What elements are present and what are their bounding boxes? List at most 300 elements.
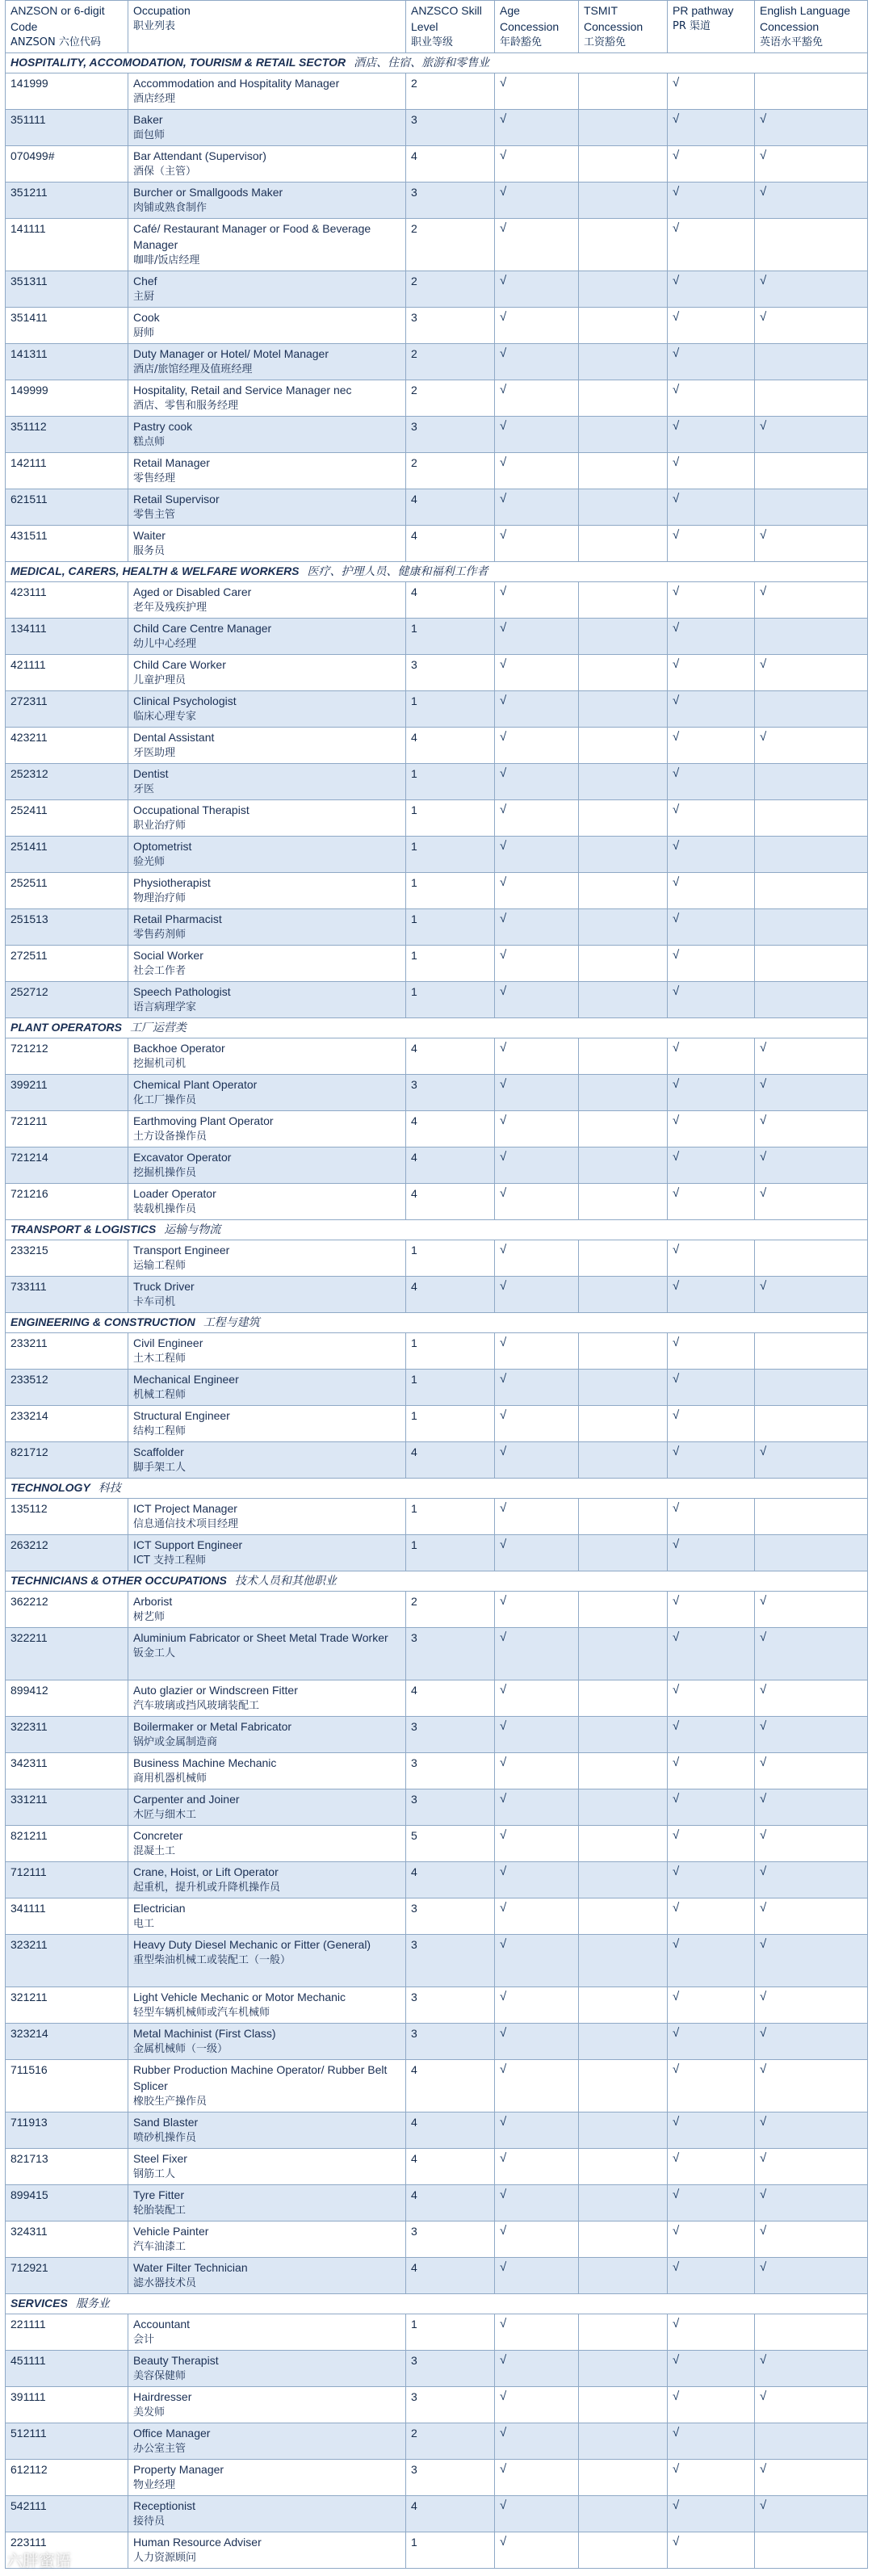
age-concession-check: √ bbox=[495, 1789, 579, 1826]
occupation-name-zh: 肉铺或熟食制作 bbox=[133, 202, 208, 214]
occupation-code: 711516 bbox=[6, 2060, 128, 2112]
skill-level: 4 bbox=[406, 526, 495, 562]
age-concession-check: √ bbox=[495, 619, 579, 655]
occupation-name-zh: 喷砂机操作员 bbox=[133, 2132, 197, 2144]
occupation-code: 272511 bbox=[6, 946, 128, 982]
pr-pathway-check: √ bbox=[668, 873, 755, 909]
occupation-name bbox=[128, 110, 406, 146]
occupation-code: 821713 bbox=[6, 2149, 128, 2185]
skill-level: 4 bbox=[406, 489, 495, 526]
tsmit-concession-check bbox=[579, 2460, 668, 2496]
occupation-code: 141311 bbox=[6, 344, 128, 380]
table-row bbox=[6, 1717, 868, 1753]
table-row bbox=[6, 271, 868, 308]
section-title bbox=[6, 1313, 868, 1333]
section-title-zh: 酒店、住宿、旅游和零售业 bbox=[354, 57, 490, 69]
occupation-name bbox=[128, 2496, 406, 2532]
table-row bbox=[6, 1826, 868, 1862]
tsmit-concession-check bbox=[579, 1111, 668, 1147]
occupation-name-en: ICT Project Manager bbox=[133, 1502, 237, 1515]
occupation-name-zh: 挖掘机司机 bbox=[133, 1058, 187, 1070]
table-row bbox=[6, 1277, 868, 1313]
pr-pathway-check: √ bbox=[668, 1898, 755, 1935]
occupation-code: 321211 bbox=[6, 1987, 128, 2024]
pr-pathway-check: √ bbox=[668, 582, 755, 619]
table-row bbox=[6, 909, 868, 946]
english-concession-check bbox=[755, 1333, 868, 1370]
age-concession-check: √ bbox=[495, 837, 579, 873]
occupation-code: 342311 bbox=[6, 1753, 128, 1789]
tsmit-concession-check bbox=[579, 2387, 668, 2423]
table-row bbox=[6, 2185, 868, 2221]
skill-level: 4 bbox=[406, 1442, 495, 1479]
occupation-name-en: Rubber Production Machine Operator/ Rubber Belt Splicer bbox=[133, 2063, 388, 2092]
occupation-code: 711913 bbox=[6, 2112, 128, 2149]
skill-level: 4 bbox=[406, 1680, 495, 1717]
english-concession-check: √ bbox=[755, 1592, 868, 1628]
occupation-name bbox=[128, 1406, 406, 1442]
section-title bbox=[6, 1571, 868, 1592]
occupation-name bbox=[128, 183, 406, 219]
section-header-row bbox=[6, 562, 868, 582]
age-concession-check: √ bbox=[495, 1499, 579, 1535]
pr-pathway-check: √ bbox=[668, 1987, 755, 2024]
occupation-code: 351112 bbox=[6, 417, 128, 453]
occupation-name bbox=[128, 1680, 406, 1717]
occupation-name-zh: 土方设备操作员 bbox=[133, 1131, 208, 1143]
occupation-name bbox=[128, 1147, 406, 1184]
occupation-name-zh: 主厨 bbox=[133, 291, 155, 303]
tsmit-concession-check bbox=[579, 619, 668, 655]
pr-pathway-check: √ bbox=[668, 2460, 755, 2496]
occupation-name bbox=[128, 380, 406, 417]
skill-level: 3 bbox=[406, 1987, 495, 2024]
pr-pathway-check: √ bbox=[668, 1111, 755, 1147]
occupation-name-en: Scaffolder bbox=[133, 1445, 184, 1458]
tsmit-concession-check bbox=[579, 2314, 668, 2351]
occupation-name bbox=[128, 417, 406, 453]
english-concession-check: √ bbox=[755, 2496, 868, 2532]
occupation-name-en: Auto glazier or Windscreen Fitter bbox=[133, 1684, 298, 1697]
tsmit-concession-check bbox=[579, 946, 668, 982]
english-concession-check bbox=[755, 800, 868, 837]
skill-level: 1 bbox=[406, 1370, 495, 1406]
tsmit-concession-check bbox=[579, 1075, 668, 1111]
occupation-name bbox=[128, 146, 406, 183]
skill-level: 2 bbox=[406, 73, 495, 110]
age-concession-check: √ bbox=[495, 764, 579, 800]
occupation-name-zh: 职业治疗师 bbox=[133, 820, 187, 832]
tsmit-concession-check bbox=[579, 1277, 668, 1313]
table-row bbox=[6, 2532, 868, 2569]
age-concession-check: √ bbox=[495, 1753, 579, 1789]
english-concession-check bbox=[755, 873, 868, 909]
pr-pathway-check: √ bbox=[668, 2351, 755, 2387]
age-concession-check: √ bbox=[495, 2460, 579, 2496]
english-concession-check: √ bbox=[755, 271, 868, 308]
section-header-row bbox=[6, 2294, 868, 2314]
occupation-code: 431511 bbox=[6, 526, 128, 562]
pr-pathway-check: √ bbox=[668, 2387, 755, 2423]
english-concession-check: √ bbox=[755, 1826, 868, 1862]
occupation-name-en: Electrician bbox=[133, 1902, 186, 1915]
age-concession-check: √ bbox=[495, 1898, 579, 1935]
skill-level: 2 bbox=[406, 380, 495, 417]
skill-level: 1 bbox=[406, 982, 495, 1018]
occupation-name-zh: 物业经理 bbox=[133, 2479, 176, 2491]
table-row bbox=[6, 417, 868, 453]
skill-level: 5 bbox=[406, 1826, 495, 1862]
occupation-name-zh: 语言病理学家 bbox=[133, 1001, 197, 1013]
occupation-name-zh: 树艺师 bbox=[133, 1611, 166, 1623]
occupation-code: 141999 bbox=[6, 73, 128, 110]
occupation-name-zh: 信息通信技术项目经理 bbox=[133, 1518, 239, 1530]
occupation-code: 251513 bbox=[6, 909, 128, 946]
pr-pathway-check: √ bbox=[668, 1535, 755, 1571]
occupation-name bbox=[128, 1333, 406, 1370]
english-concession-check: √ bbox=[755, 183, 868, 219]
skill-level: 2 bbox=[406, 271, 495, 308]
occupation-name-en: Beauty Therapist bbox=[133, 2354, 219, 2367]
occupation-name bbox=[128, 909, 406, 946]
skill-level: 4 bbox=[406, 1277, 495, 1313]
tsmit-concession-check bbox=[579, 2149, 668, 2185]
occupation-name-en: Waiter bbox=[133, 529, 166, 542]
age-concession-check: √ bbox=[495, 2112, 579, 2149]
pr-pathway-check: √ bbox=[668, 1406, 755, 1442]
table-row bbox=[6, 2258, 868, 2294]
skill-level: 3 bbox=[406, 2024, 495, 2060]
occupation-name bbox=[128, 946, 406, 982]
age-concession-check: √ bbox=[495, 1935, 579, 1987]
age-concession-check: √ bbox=[495, 1826, 579, 1862]
english-concession-check: √ bbox=[755, 2258, 868, 2294]
section-title-zh: 服务业 bbox=[75, 2297, 110, 2310]
occupation-code: 324311 bbox=[6, 2221, 128, 2258]
english-concession-check bbox=[755, 380, 868, 417]
occupation-code: 733111 bbox=[6, 1277, 128, 1313]
occupation-name bbox=[128, 1370, 406, 1406]
pr-pathway-check: √ bbox=[668, 2496, 755, 2532]
occupation-name bbox=[128, 2387, 406, 2423]
occupation-name-en: Burcher or Smallgoods Maker bbox=[133, 186, 283, 199]
english-concession-check: √ bbox=[755, 2460, 868, 2496]
occupation-code: 351211 bbox=[6, 183, 128, 219]
occupation-name-en: Accommodation and Hospitality Manager bbox=[133, 77, 340, 90]
tsmit-concession-check bbox=[579, 1862, 668, 1898]
occupation-name bbox=[128, 1592, 406, 1628]
table-row bbox=[6, 619, 868, 655]
table-row bbox=[6, 219, 868, 271]
english-concession-check bbox=[755, 489, 868, 526]
section-title-en: ENGINEERING & CONSTRUCTION bbox=[10, 1315, 195, 1328]
occupation-name bbox=[128, 873, 406, 909]
pr-pathway-check: √ bbox=[668, 308, 755, 344]
age-concession-check: √ bbox=[495, 1333, 579, 1370]
occupation-name-en: Baker bbox=[133, 113, 163, 126]
occupation-name-en: Optometrist bbox=[133, 840, 192, 853]
occupation-name bbox=[128, 1898, 406, 1935]
pr-pathway-check: √ bbox=[668, 800, 755, 837]
occupation-name-zh: 糕点师 bbox=[133, 436, 166, 448]
pr-pathway-check: √ bbox=[668, 2060, 755, 2112]
occupation-name-en: Civil Engineer bbox=[133, 1336, 203, 1349]
skill-level: 3 bbox=[406, 2387, 495, 2423]
section-header-row bbox=[6, 1571, 868, 1592]
table-row bbox=[6, 582, 868, 619]
pr-pathway-check: √ bbox=[668, 1789, 755, 1826]
occupation-name bbox=[128, 308, 406, 344]
table-row bbox=[6, 526, 868, 562]
occupation-name bbox=[128, 2060, 406, 2112]
table-row bbox=[6, 800, 868, 837]
english-concession-check: √ bbox=[755, 2060, 868, 2112]
occupation-name-zh: 运输工程师 bbox=[133, 1260, 187, 1272]
skill-level: 4 bbox=[406, 2112, 495, 2149]
occupation-name-en: Sand Blaster bbox=[133, 2116, 199, 2129]
occupation-name-zh: 美发师 bbox=[133, 2406, 166, 2419]
occupation-name-en: Retail Pharmacist bbox=[133, 913, 222, 925]
age-concession-check: √ bbox=[495, 2024, 579, 2060]
tsmit-concession-check bbox=[579, 982, 668, 1018]
pr-pathway-check: √ bbox=[668, 1499, 755, 1535]
age-concession-check: √ bbox=[495, 417, 579, 453]
occupation-code: 721212 bbox=[6, 1038, 128, 1075]
occupation-table-container bbox=[5, 0, 867, 2569]
skill-level: 2 bbox=[406, 2423, 495, 2460]
skill-level: 4 bbox=[406, 1184, 495, 1220]
tsmit-concession-check bbox=[579, 417, 668, 453]
occupation-name-en: Carpenter and Joiner bbox=[133, 1793, 240, 1806]
occupation-code: 331211 bbox=[6, 1789, 128, 1826]
occupation-name-en: Café/ Restaurant Manager or Food & Beverage Manager bbox=[133, 222, 371, 251]
section-title-en: PLANT OPERATORS bbox=[10, 1021, 122, 1034]
occupation-name bbox=[128, 2221, 406, 2258]
pr-pathway-check: √ bbox=[668, 1038, 755, 1075]
pr-pathway-check: √ bbox=[668, 655, 755, 691]
table-row bbox=[6, 2423, 868, 2460]
occupation-code: 721214 bbox=[6, 1147, 128, 1184]
table-row bbox=[6, 110, 868, 146]
table-row bbox=[6, 1680, 868, 1717]
age-concession-check: √ bbox=[495, 1370, 579, 1406]
section-title-zh: 医疗、护理人员、健康和福利工作者 bbox=[307, 565, 488, 578]
tsmit-concession-check bbox=[579, 1406, 668, 1442]
occupation-name bbox=[128, 526, 406, 562]
occupation-name bbox=[128, 1753, 406, 1789]
skill-level: 1 bbox=[406, 946, 495, 982]
occupation-name-en: Heavy Duty Diesel Mechanic or Fitter (General) bbox=[133, 1938, 371, 1951]
occupation-name-zh: 汽车油漆工 bbox=[133, 2241, 187, 2253]
occupation-name-en: Mechanical Engineer bbox=[133, 1373, 239, 1386]
occupation-code: 223111 bbox=[6, 2532, 128, 2569]
section-title-zh: 技术人员和其他职业 bbox=[234, 1575, 337, 1588]
english-concession-check: √ bbox=[755, 1147, 868, 1184]
skill-level: 4 bbox=[406, 1038, 495, 1075]
skill-level: 4 bbox=[406, 582, 495, 619]
english-concession-check bbox=[755, 453, 868, 489]
occupation-code: 712921 bbox=[6, 2258, 128, 2294]
section-title-zh: 工程与建筑 bbox=[203, 1316, 260, 1329]
skill-level: 2 bbox=[406, 453, 495, 489]
occupation-code: 263212 bbox=[6, 1535, 128, 1571]
table-row bbox=[6, 1535, 868, 1571]
pr-pathway-check: √ bbox=[668, 146, 755, 183]
occupation-name-en: Office Manager bbox=[133, 2427, 211, 2440]
pr-pathway-check: √ bbox=[668, 1826, 755, 1862]
age-concession-check: √ bbox=[495, 1406, 579, 1442]
english-concession-check bbox=[755, 909, 868, 946]
table-row bbox=[6, 2387, 868, 2423]
pr-pathway-check: √ bbox=[668, 1184, 755, 1220]
pr-pathway-check: √ bbox=[668, 1862, 755, 1898]
english-concession-check: √ bbox=[755, 1680, 868, 1717]
occupation-name-en: Concreter bbox=[133, 1829, 183, 1842]
tsmit-concession-check bbox=[579, 1184, 668, 1220]
occupation-name-en: Receptionist bbox=[133, 2499, 196, 2512]
english-concession-check bbox=[755, 2423, 868, 2460]
tsmit-concession-check bbox=[579, 2185, 668, 2221]
age-concession-check: √ bbox=[495, 2185, 579, 2221]
occupation-name-en: Aluminium Fabricator or Sheet Metal Trade Worker bbox=[133, 1631, 388, 1644]
occupation-name-en: Metal Machinist (First Class) bbox=[133, 2027, 276, 2040]
skill-level: 3 bbox=[406, 1717, 495, 1753]
occupation-name-zh: 幼儿中心经理 bbox=[133, 638, 197, 650]
skill-level: 3 bbox=[406, 183, 495, 219]
pr-pathway-check: √ bbox=[668, 691, 755, 728]
tsmit-concession-check bbox=[579, 489, 668, 526]
occupation-code: 233211 bbox=[6, 1333, 128, 1370]
occupation-name-zh: 酒店、零售和服务经理 bbox=[133, 400, 239, 412]
occupation-name bbox=[128, 619, 406, 655]
section-title bbox=[6, 1479, 868, 1499]
occupation-name bbox=[128, 2185, 406, 2221]
occupation-name-en: Steel Fixer bbox=[133, 2152, 187, 2165]
occupation-name-zh: 儿童护理员 bbox=[133, 674, 187, 686]
age-concession-check: √ bbox=[495, 1147, 579, 1184]
english-concession-check: √ bbox=[755, 1277, 868, 1313]
occupation-code: 423211 bbox=[6, 728, 128, 764]
occupation-name bbox=[128, 2314, 406, 2351]
section-title bbox=[6, 1220, 868, 1240]
table-row bbox=[6, 764, 868, 800]
english-concession-check bbox=[755, 619, 868, 655]
occupation-name bbox=[128, 1789, 406, 1826]
occupation-name-zh: 装载机操作员 bbox=[133, 1203, 197, 1215]
occupation-name bbox=[128, 453, 406, 489]
occupation-name bbox=[128, 271, 406, 308]
header-english-concession: English Language Concession 英语水平豁免 bbox=[755, 1, 868, 53]
english-concession-check: √ bbox=[755, 1442, 868, 1479]
skill-level: 3 bbox=[406, 655, 495, 691]
table-row bbox=[6, 1753, 868, 1789]
occupation-name bbox=[128, 1240, 406, 1277]
occupation-name-zh: 土木工程师 bbox=[133, 1353, 187, 1365]
occupation-name bbox=[128, 489, 406, 526]
table-row bbox=[6, 982, 868, 1018]
skill-level: 3 bbox=[406, 1789, 495, 1826]
english-concession-check: √ bbox=[755, 2221, 868, 2258]
pr-pathway-check: √ bbox=[668, 728, 755, 764]
section-title-zh: 运输与物流 bbox=[164, 1223, 221, 1236]
age-concession-check: √ bbox=[495, 2496, 579, 2532]
pr-pathway-check: √ bbox=[668, 219, 755, 271]
skill-level: 1 bbox=[406, 873, 495, 909]
occupation-name-zh: 卡车司机 bbox=[133, 1296, 176, 1308]
tsmit-concession-check bbox=[579, 380, 668, 417]
tsmit-concession-check bbox=[579, 1717, 668, 1753]
skill-level: 3 bbox=[406, 308, 495, 344]
occupation-name-zh: 电工 bbox=[133, 1918, 155, 1930]
pr-pathway-check: √ bbox=[668, 1717, 755, 1753]
occupation-name-zh: 零售经理 bbox=[133, 472, 176, 485]
english-concession-check: √ bbox=[755, 1717, 868, 1753]
skill-level: 4 bbox=[406, 2185, 495, 2221]
table-row bbox=[6, 1370, 868, 1406]
occupation-code: 612112 bbox=[6, 2460, 128, 2496]
table-row bbox=[6, 1935, 868, 1987]
skill-level: 1 bbox=[406, 800, 495, 837]
english-concession-check: √ bbox=[755, 417, 868, 453]
pr-pathway-check: √ bbox=[668, 1333, 755, 1370]
occupation-code: 821211 bbox=[6, 1826, 128, 1862]
occupation-name-zh: 橡胶生产操作员 bbox=[133, 2096, 208, 2108]
occupation-code: 341111 bbox=[6, 1898, 128, 1935]
occupation-name-zh: 办公室主管 bbox=[133, 2443, 187, 2455]
age-concession-check: √ bbox=[495, 453, 579, 489]
english-concession-check bbox=[755, 1499, 868, 1535]
occupation-name-en: Loader Operator bbox=[133, 1187, 216, 1200]
occupation-code: 134111 bbox=[6, 619, 128, 655]
section-title-en: TECHNICIANS & OTHER OCCUPATIONS bbox=[10, 1574, 227, 1587]
occupation-name-zh: 挖掘机操作员 bbox=[133, 1167, 197, 1179]
occupation-code: 323211 bbox=[6, 1935, 128, 1987]
skill-level: 3 bbox=[406, 2221, 495, 2258]
pr-pathway-check: √ bbox=[668, 2221, 755, 2258]
age-concession-check: √ bbox=[495, 655, 579, 691]
occupation-name-zh: 化工厂操作员 bbox=[133, 1094, 197, 1106]
table-row bbox=[6, 1987, 868, 2024]
tsmit-concession-check bbox=[579, 837, 668, 873]
english-concession-check bbox=[755, 837, 868, 873]
age-concession-check: √ bbox=[495, 873, 579, 909]
table-row bbox=[6, 2060, 868, 2112]
pr-pathway-check: √ bbox=[668, 417, 755, 453]
occupation-name-zh: 咖啡/饭店经理 bbox=[133, 254, 200, 266]
english-concession-check bbox=[755, 691, 868, 728]
age-concession-check: √ bbox=[495, 380, 579, 417]
occupation-name-zh: 酒保（主管） bbox=[133, 166, 197, 178]
age-concession-check: √ bbox=[495, 2314, 579, 2351]
occupation-name-zh: 牙医助理 bbox=[133, 747, 176, 759]
skill-level: 4 bbox=[406, 1147, 495, 1184]
age-concession-check: √ bbox=[495, 582, 579, 619]
tsmit-concession-check bbox=[579, 1753, 668, 1789]
skill-level: 1 bbox=[406, 691, 495, 728]
age-concession-check: √ bbox=[495, 1987, 579, 2024]
occupation-name bbox=[128, 2460, 406, 2496]
tsmit-concession-check bbox=[579, 728, 668, 764]
occupation-name-en: Speech Pathologist bbox=[133, 985, 231, 998]
english-concession-check: √ bbox=[755, 1111, 868, 1147]
occupation-code: 821712 bbox=[6, 1442, 128, 1479]
english-concession-check bbox=[755, 2532, 868, 2569]
skill-level: 4 bbox=[406, 1111, 495, 1147]
occupation-name-en: Bar Attendant (Supervisor) bbox=[133, 149, 266, 162]
occupation-name-zh: 汽车玻璃或挡风玻璃装配工 bbox=[133, 1700, 260, 1712]
age-concession-check: √ bbox=[495, 2532, 579, 2569]
english-concession-check: √ bbox=[755, 110, 868, 146]
